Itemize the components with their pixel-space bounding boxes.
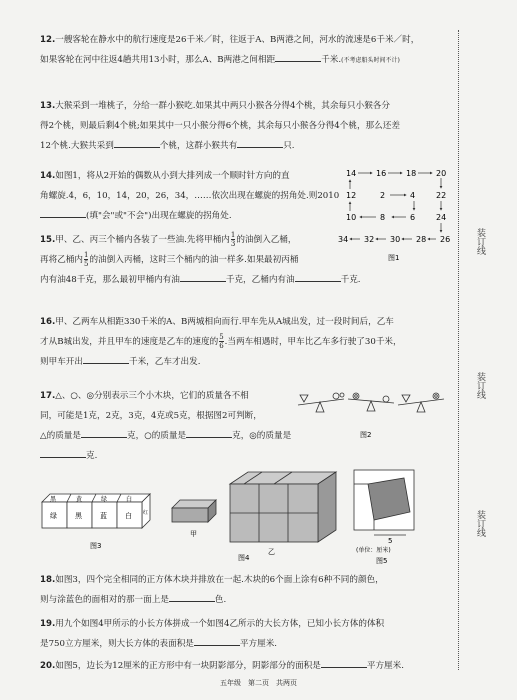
spiral-number: 30 [390, 235, 401, 244]
question-text: 则甲车开出 [40, 357, 83, 367]
spiral-number: 14 [346, 169, 357, 178]
question-text: 个桃，这群小猴共有 [159, 141, 238, 151]
question-20 [40, 656, 404, 676]
question-number: 16. [40, 317, 56, 327]
face-label: 红 [143, 510, 149, 516]
question-text: 如图1，将从2开始的偶数从小到大排列成一个顺时针方向的直 [55, 171, 290, 181]
question-19 [40, 614, 384, 654]
spiral-number: 32 [364, 235, 375, 244]
face-label: 黑 [50, 496, 57, 503]
question-text: 甲、乙、丙三个桶内各装了一些油.先将甲桶内 [55, 235, 230, 245]
question-text: 千米. [321, 55, 342, 65]
question-text: 的质量是 [151, 431, 187, 441]
answer-blank[interactable] [186, 426, 232, 438]
fraction: $\frac{1}{3}$ [230, 231, 236, 248]
face-label: 绿 [101, 496, 108, 503]
spiral-number: 18 [406, 169, 417, 178]
spiral-number: 26 [440, 235, 451, 244]
question-number: 15. [40, 235, 56, 245]
page-footer: 五年级 第二页 共两页 [220, 679, 297, 687]
question-text: 是750立方厘米，则大长方体的表面积是 [40, 639, 194, 649]
question-number: 17. [40, 391, 56, 401]
answer-blank[interactable] [237, 136, 283, 148]
figure-caption: 图3 [90, 542, 102, 550]
question-number: 20. [40, 661, 56, 671]
question-note: (不考虑船头时间不计) [341, 57, 400, 64]
answer-blank[interactable] [114, 136, 160, 148]
circle-icon: ○ [144, 431, 152, 441]
spiral-number: 10 [346, 213, 357, 222]
figure-caption: 图5 [376, 557, 388, 565]
question-text: 平方厘米. [366, 661, 404, 671]
triangle-icon: △ [40, 431, 47, 441]
question-text: 色. [214, 595, 227, 605]
question-text: 再将乙桶内 [40, 255, 83, 265]
question-text: 千克，乙桶内有油 [225, 275, 295, 285]
figure-caption: 图2 [360, 431, 372, 439]
unit-label: (单位：厘米) [356, 547, 391, 554]
binding-label: 装订线 [475, 372, 485, 399]
figure-2-balances [296, 385, 446, 443]
fraction: $\frac{1}{5}$ [83, 251, 89, 268]
face-label: 白 [126, 496, 133, 503]
question-text: 大猴采到一堆桃子，分给一群小猴吃.如果其中两只小猴各分得4个桃，其余每只小猴各分 [55, 101, 390, 111]
figure-label: 乙 [268, 548, 275, 556]
question-text: 克， [127, 431, 145, 441]
spiral-number: 6 [410, 213, 416, 222]
answer-blank[interactable] [295, 270, 341, 282]
question-text: 千克. [340, 275, 361, 285]
length-label: 5 [388, 537, 393, 545]
fraction: $\frac{5}{6}$ [219, 333, 224, 350]
question-number: 12. [40, 35, 56, 45]
face-label: 蓝 [100, 512, 107, 520]
face-label: 白 [125, 512, 132, 520]
spiral-number: 8 [380, 213, 386, 222]
question-text: 平方厘米. [239, 639, 278, 649]
figure-3-cubes [38, 490, 158, 550]
answer-blank[interactable] [169, 590, 215, 602]
question-text: 则与涂蓝色的面相对的那一面上是 [40, 595, 169, 605]
binding-label: 装订线 [475, 228, 485, 255]
spiral-number: 28 [416, 235, 427, 244]
question-13 [40, 96, 400, 156]
question-17 [40, 386, 291, 466]
answer-blank[interactable] [275, 50, 321, 62]
question-text: 得2个桃，则最后剩4个桃;如果其中一只小猴分得6个桃，其余每只小猴各分得4个桃，那么还差 [40, 121, 400, 131]
face-label: 绿 [50, 512, 57, 520]
question-18 [40, 570, 384, 610]
question-text: 只. [283, 141, 295, 151]
answer-blank[interactable] [83, 352, 129, 364]
figure-4-boxes [168, 470, 343, 562]
answer-blank[interactable] [321, 656, 367, 668]
spiral-number: 4 [410, 191, 416, 200]
question-14 [40, 166, 339, 226]
question-text: 内有油48千克，那么最初甲桶内有油 [40, 275, 180, 285]
figure-5-square [350, 468, 422, 566]
question-text: .当两车相遇时，甲车比乙车多行驶了30千米， [224, 337, 402, 347]
question-text: 如果客轮在河中往返4趟共用13小时，那么A、B两港之间相距 [40, 55, 276, 65]
question-number: 14. [40, 171, 56, 181]
question-text: 甲、乙两车从相距330千米的A、B两城相向而行.甲车先从A城出发，过一段时间后，乙车 [55, 317, 394, 327]
question-text: 克， [232, 431, 250, 441]
spiral-number: 2 [380, 191, 386, 200]
question-text: 的油倒入乙桶， [236, 235, 297, 245]
answer-blank[interactable] [180, 270, 226, 282]
spiral-number: 34 [338, 235, 349, 244]
question-text: 同，可能是1克，2克，3克，4克或5克，根据图2可判断， [40, 411, 262, 421]
question-12 [40, 30, 419, 71]
question-16 [40, 312, 402, 372]
question-text: 的油倒入丙桶，这时三个桶内的油一样多.如果最初丙桶 [89, 255, 299, 265]
question-text: 一艘客轮在静水中的航行速度是26千米／时，往返于A、B两港之间，河水的流速是6千米／时， [55, 35, 420, 45]
question-text: 如图3，四个完全相同的正方体木块并排放在一起.木块的6个面上涂有6种不同的颜色， [55, 575, 384, 585]
question-text: 千米，乙车才出发. [128, 357, 201, 367]
figure-label: 甲 [190, 530, 197, 538]
question-text: 才从B城出发，并且甲车的速度是乙车的速度的 [40, 337, 219, 347]
question-text: 如图5，边长为12厘米的正方形中有一块阴影部分，阴影部分的面积是 [55, 661, 321, 671]
double-circle-icon: ◎ [249, 431, 257, 441]
question-number: 13. [40, 101, 56, 111]
face-label: 黑 [75, 512, 82, 520]
figure-caption: 图4 [238, 554, 250, 562]
spiral-number: 22 [436, 191, 447, 200]
question-15 [40, 230, 361, 290]
spiral-number: 24 [436, 213, 447, 222]
question-text: 用九个如图4甲所示的小长方体拼成一个如图4乙所示的大长方体，已知小长方体的体积 [55, 619, 385, 629]
question-number: 19. [40, 619, 56, 629]
answer-blank[interactable] [81, 426, 127, 438]
binding-label: 装订线 [475, 510, 485, 537]
face-label: 黄 [76, 496, 83, 503]
answer-blank[interactable] [194, 634, 240, 646]
binding-line [458, 30, 471, 670]
answer-blank[interactable] [40, 446, 86, 458]
spiral-number: 20 [436, 169, 447, 178]
question-text: 12个桃.大猴共采到 [40, 141, 114, 151]
question-text: 的质量是 [256, 431, 292, 441]
question-text: 的质量是 [46, 431, 81, 441]
spiral-number: 16 [376, 169, 387, 178]
figure-caption: 图1 [388, 254, 400, 262]
question-text: △、○、◎分别表示三个小木块，它们的质量各不相 [55, 391, 249, 401]
question-text: 角螺旋.4，6，10，14，20，26，34，……依次出现在螺旋的拐角处.则2010 [40, 191, 340, 201]
answer-blank[interactable] [40, 206, 86, 218]
question-text: 克. [86, 451, 98, 461]
question-number: 18. [40, 575, 56, 585]
spiral-number: 12 [346, 191, 357, 200]
question-text: (填"会"或"不会")出现在螺旋的拐角处. [86, 211, 232, 221]
